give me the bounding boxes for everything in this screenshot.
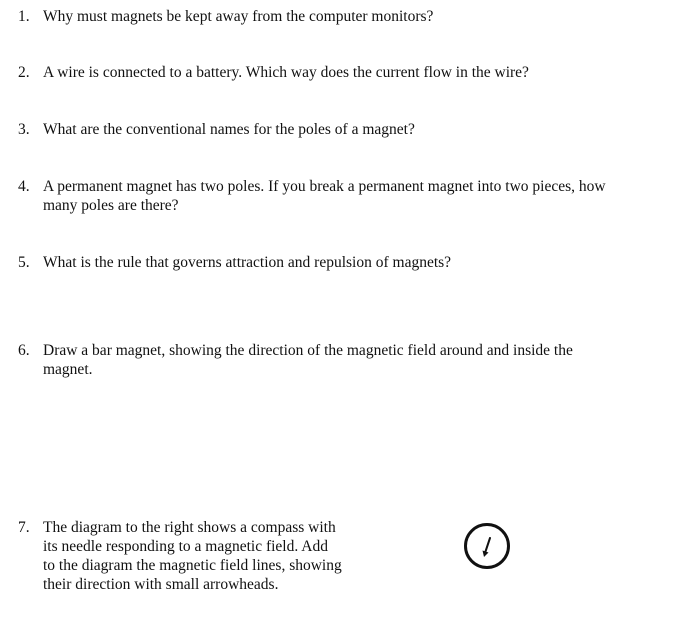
question-7: [18, 518, 342, 594]
question-number: 3.: [18, 121, 30, 138]
question-number: 2.: [18, 64, 30, 81]
question-6: [18, 341, 573, 379]
question-text: Draw a bar magnet, showing the direction of the magnetic field around and inside the magnet.: [43, 342, 573, 378]
compass-icon: [462, 521, 512, 571]
question-number: 7.: [18, 519, 30, 536]
question-text: What are the conventional names for the poles of a magnet?: [43, 121, 415, 138]
compass-needle: [485, 538, 490, 553]
question-5: [18, 253, 451, 272]
question-3: [18, 120, 415, 139]
question-1: [18, 7, 433, 26]
question-number: 4.: [18, 178, 30, 195]
question-text: The diagram to the right shows a compass with its needle responding to a magnetic field. Add to the diagram the magnetic field lines, showing their direction with small arrowheads.: [43, 519, 342, 593]
question-number: 5.: [18, 254, 30, 271]
question-text: Why must magnets be kept away from the computer monitors?: [43, 8, 434, 25]
question-number: 6.: [18, 342, 30, 359]
question-number: 1.: [18, 8, 30, 25]
question-text: A wire is connected to a battery. Which way does the current flow in the wire?: [43, 64, 529, 81]
question-text: What is the rule that governs attraction and repulsion of magnets?: [43, 254, 452, 271]
question-4: [18, 177, 606, 215]
question-text: A permanent magnet has two poles. If you break a permanent magnet into two pieces, how many poles are there?: [43, 178, 606, 214]
question-2: [18, 63, 529, 82]
